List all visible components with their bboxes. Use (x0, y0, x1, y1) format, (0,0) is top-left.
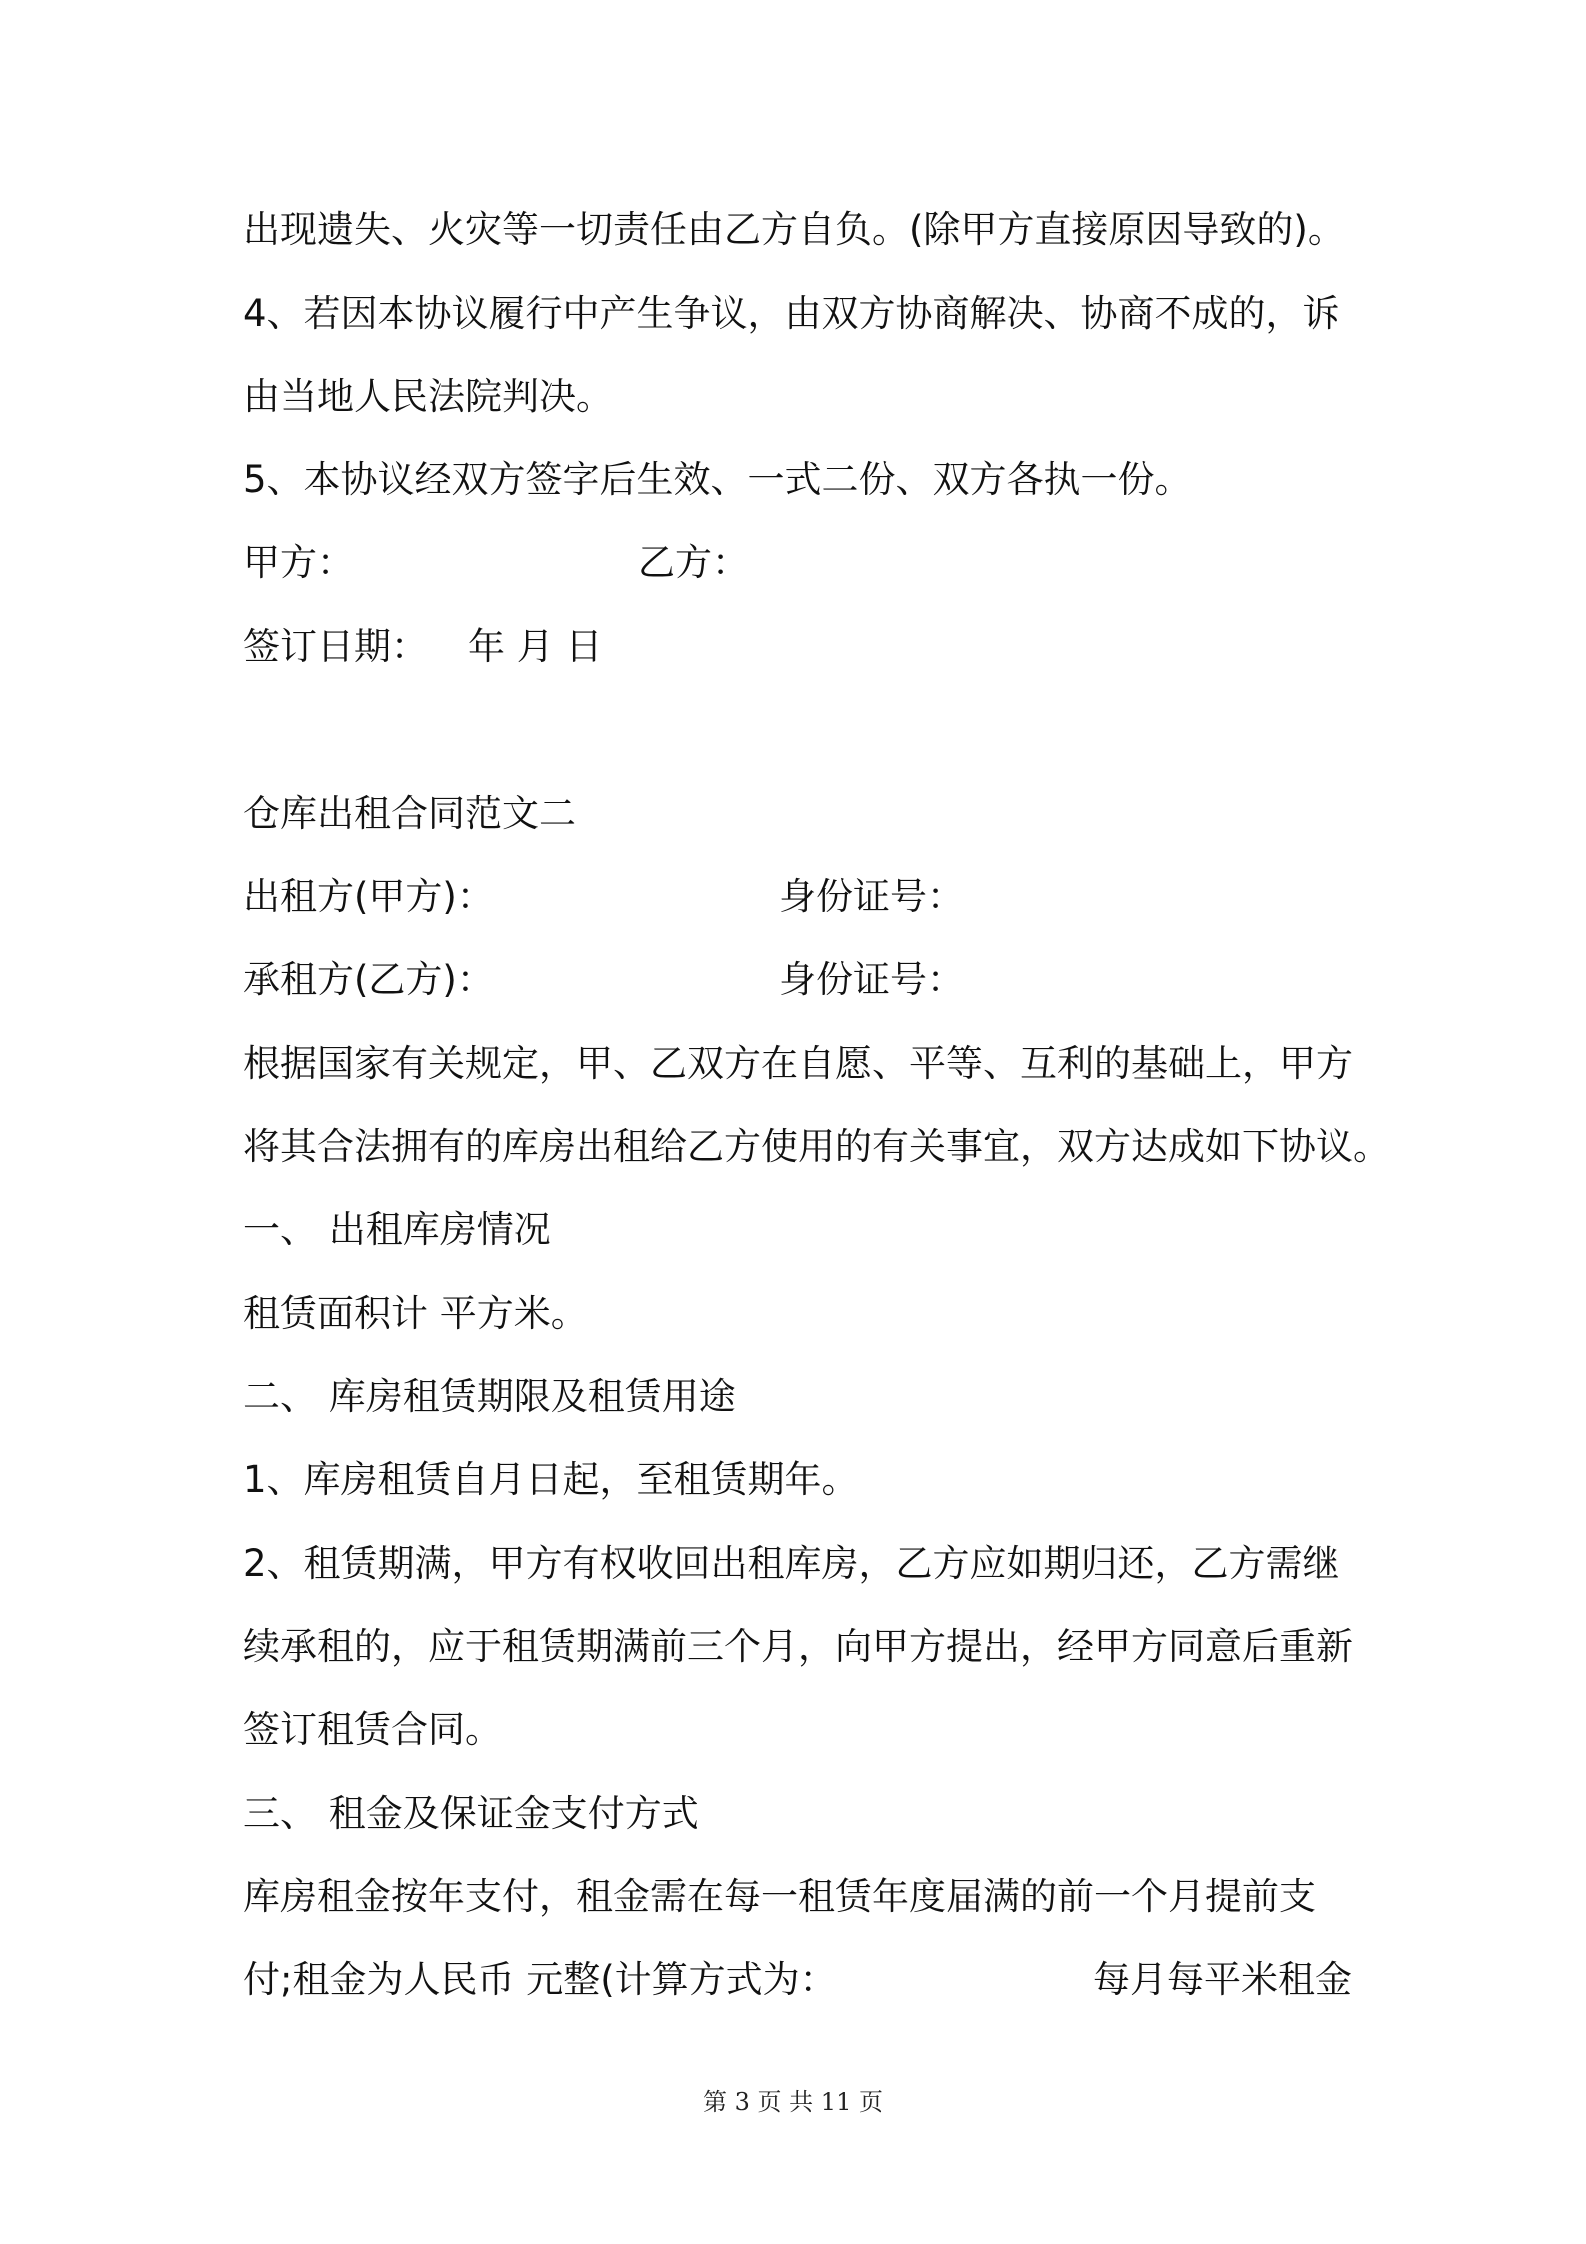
text-line: 1、库房租赁自月日起，至租赁期年。 (243, 1458, 859, 1501)
lessor-id-label: 身份证号： (779, 875, 964, 918)
text-line: 2、租赁期满，甲方有权收回出租库房，乙方应如期归还，乙方需继 (243, 1542, 1340, 1585)
text-line: 库房租金按年支付，租金需在每一租赁年度届满的前一个月提前支 (243, 1875, 1316, 1918)
text-line: 将其合法拥有的库房出租给乙方使用的有关事宜，双方达成如下协议。 (243, 1125, 1390, 1168)
text-line: 4、若因本协议履行中产生争议，由双方协商解决、协商不成的，诉 (243, 292, 1340, 335)
text-line: 租赁面积计 平方米。 (243, 1292, 588, 1335)
page-footer: 第 3 页 共 11 页 (703, 2088, 883, 2116)
lessee-id-label: 身份证号： (779, 958, 964, 1001)
section-title: 仓库出租合同范文二 (243, 792, 576, 835)
lessee-label: 承租方(乙方)： (243, 958, 494, 1001)
heading-line: 一、 出租库房情况 (243, 1208, 551, 1251)
text-line: 续承租的，应于租赁期满前三个月，向甲方提出，经甲方同意后重新 (243, 1625, 1353, 1668)
heading-line: 二、 库房租赁期限及租赁用途 (243, 1375, 736, 1418)
party-b-label: 乙方： (638, 541, 749, 584)
text-line: 签订租赁合同。 (243, 1708, 502, 1751)
rent-line-left: 付;租金为人民币 元整(计算方式为： (243, 1958, 837, 2001)
rent-line-right: 每月每平米租金 (1093, 1958, 1352, 2001)
heading-line: 三、 租金及保证金支付方式 (243, 1792, 699, 1835)
text-line: 根据国家有关规定，甲、乙双方在自愿、平等、互利的基础上，甲方 (243, 1042, 1353, 1085)
sign-date-label: 签订日期： (243, 625, 428, 668)
party-a-label: 甲方： (243, 541, 354, 584)
sign-date-ymd: 年 月 日 (468, 625, 603, 668)
lessor-label: 出租方(甲方)： (243, 875, 494, 918)
text-line: 5、本协议经双方签字后生效、一式二份、双方各执一份。 (243, 458, 1192, 501)
text-line: 出现遗失、火灾等一切责任由乙方自负。(除甲方直接原因导致的)。 (243, 208, 1345, 251)
text-line: 由当地人民法院判决。 (243, 375, 613, 418)
